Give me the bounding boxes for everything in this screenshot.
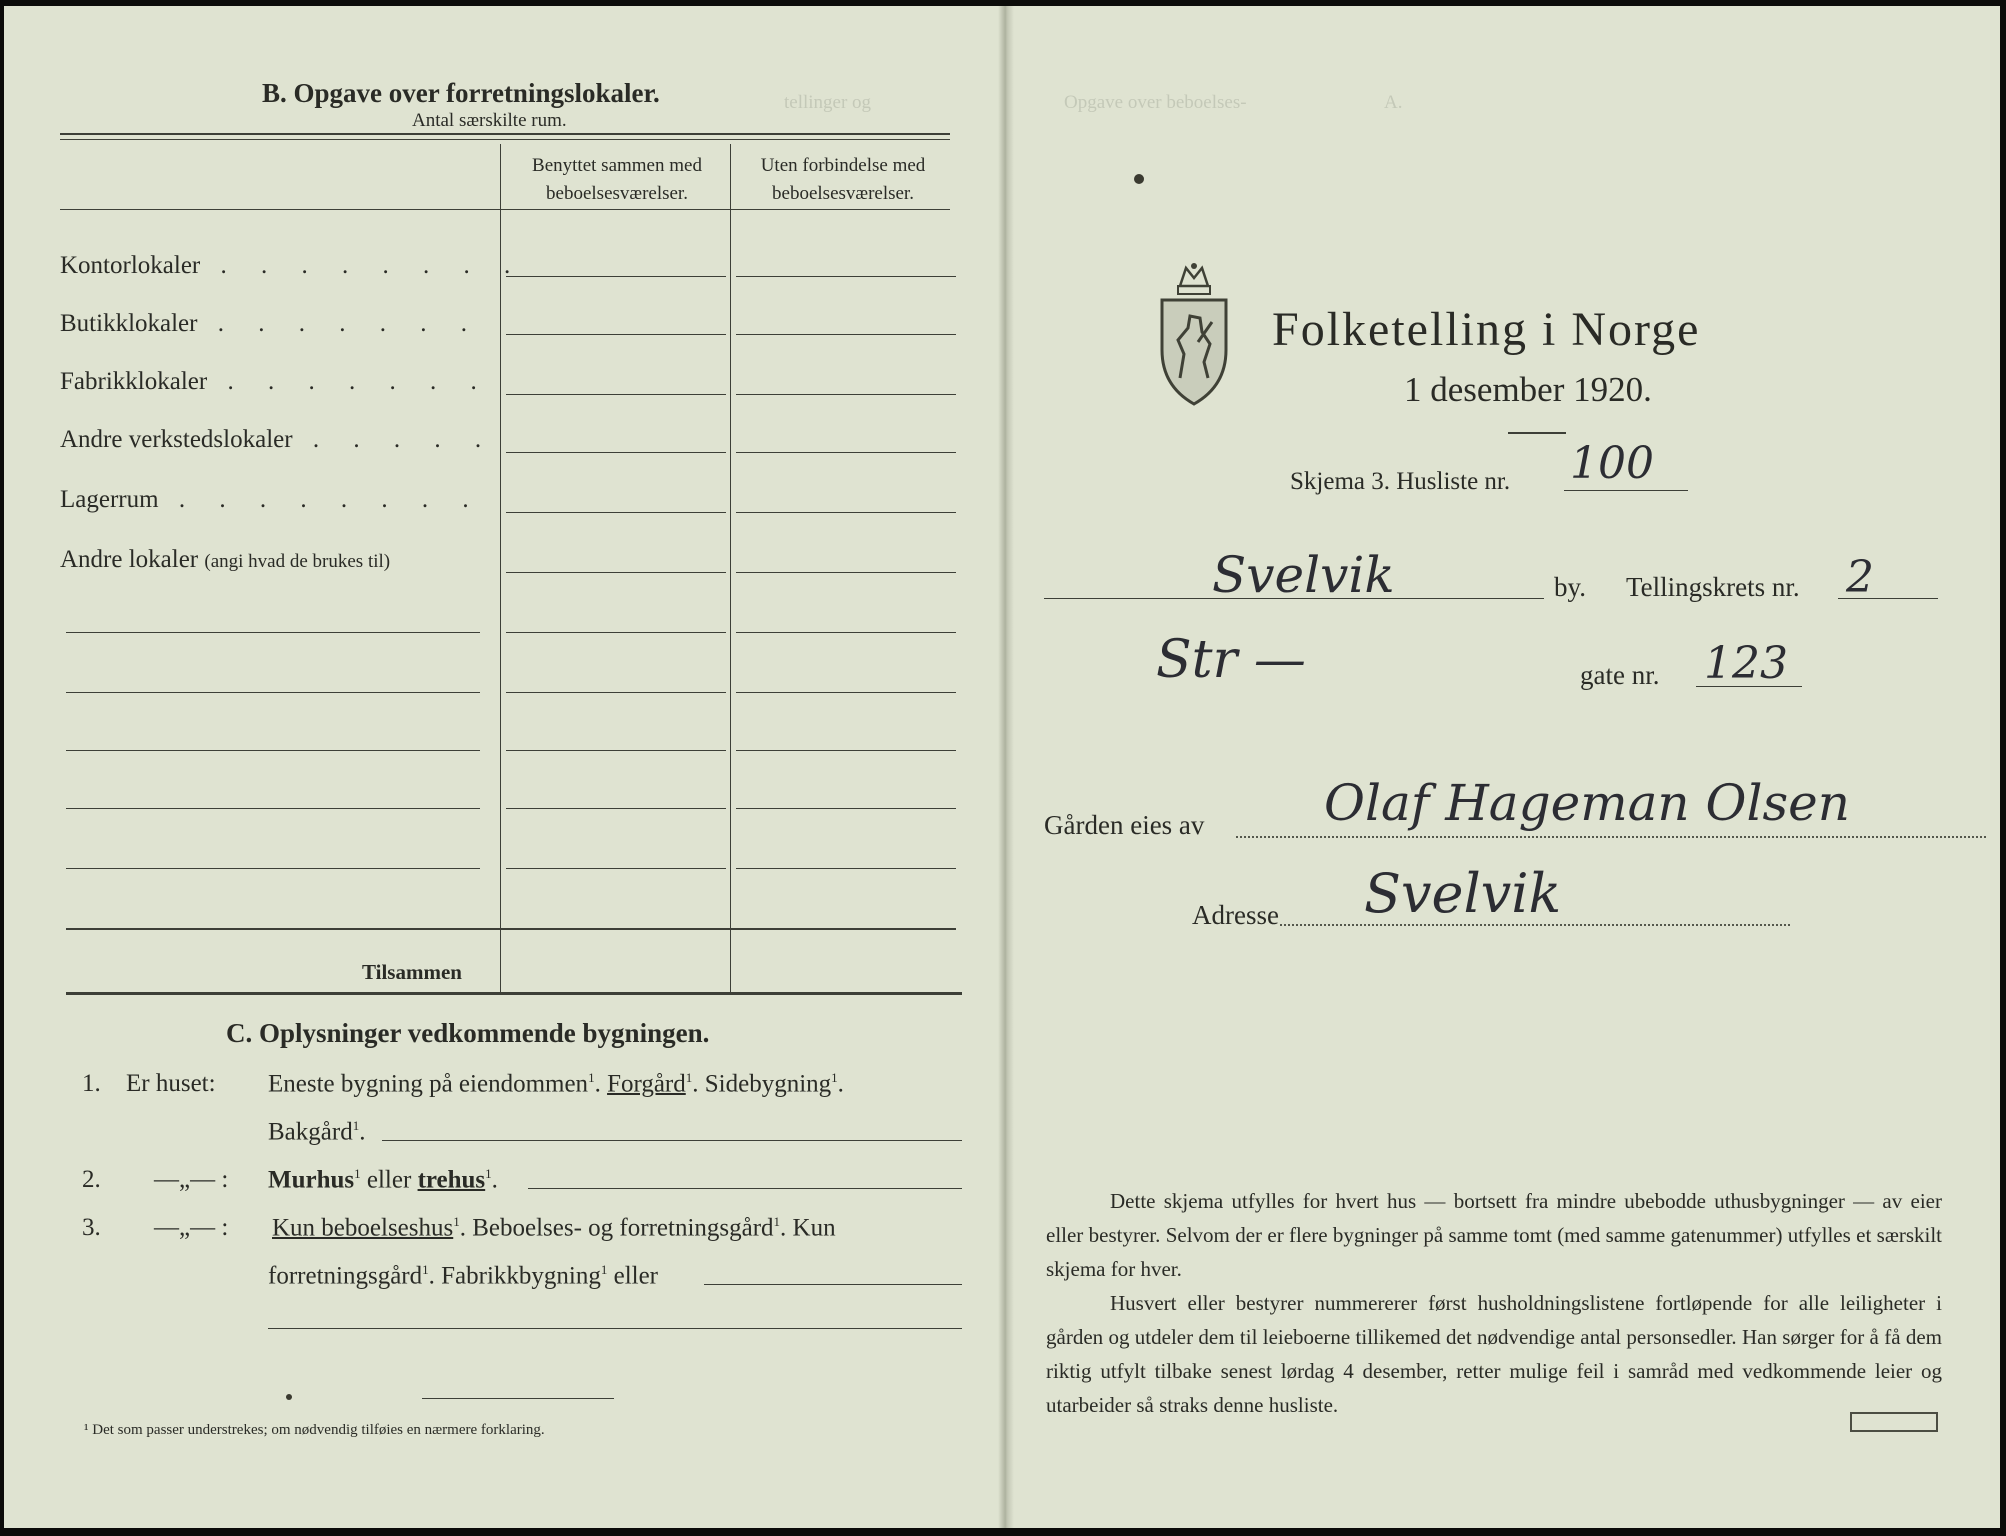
- row-line: [506, 632, 726, 633]
- blank-line: [66, 868, 480, 869]
- row-line: [506, 572, 726, 573]
- answer-line: [268, 1328, 962, 1329]
- row-label-verksted: Andre verkstedslokaler . . . . .: [60, 426, 496, 453]
- answer-line: [528, 1188, 962, 1189]
- census-date: 1 desember 1920.: [1404, 370, 1652, 409]
- coat-of-arms-emblem: [1154, 258, 1234, 406]
- item-2-number: 2.: [82, 1166, 101, 1193]
- row-line: [506, 750, 726, 751]
- street-number: 123: [1704, 638, 1788, 689]
- address-value: Svelvik: [1364, 862, 1562, 925]
- answer-line: [704, 1284, 962, 1285]
- col-header-shared: Benyttet sammen med beboelsesværelser.: [532, 155, 702, 204]
- item-3-ditto: —„— :: [154, 1214, 229, 1241]
- item-2-options: Murhus$^1$ eller trehus$^1$.: [268, 1166, 498, 1194]
- district-label: Tellingskrets nr.: [1626, 572, 1800, 602]
- row-line: [736, 632, 956, 633]
- blank-line: [66, 632, 480, 633]
- printer-stamp: [1850, 1412, 1938, 1432]
- row-label-fabrikk: Fabrikklokaler . . . . . . .: [60, 368, 491, 395]
- rule: [1508, 432, 1566, 434]
- blank-line: [66, 692, 480, 693]
- row-line: [506, 692, 726, 693]
- bleed-through-text: Opgave over beboelses-: [1064, 92, 1247, 113]
- ink-speck: [1134, 174, 1144, 184]
- row-line: [736, 512, 956, 513]
- row-line: [736, 868, 956, 869]
- column-divider: [730, 144, 731, 994]
- row-line: [736, 808, 956, 809]
- census-form-scan: [4, 6, 2000, 1528]
- row-label-andre: Andre lokaler (angi hvad de brukes til): [60, 546, 391, 573]
- section-b-title: B. Opgave over forretningslokaler.: [262, 78, 660, 108]
- answer-line: [1044, 598, 1544, 599]
- row-label-kontor: Kontorlokaler . . . . . . . .: [60, 252, 525, 279]
- rule: [60, 139, 950, 140]
- house-list-number: 100: [1570, 438, 1654, 489]
- ink-speck: [286, 1394, 292, 1400]
- row-line: [736, 276, 956, 277]
- row-label-butikk: Butikklokaler . . . . . . .: [60, 310, 481, 337]
- item-1-question: Er huset:: [126, 1070, 216, 1097]
- owner-name: Olaf Hageman Olsen: [1324, 774, 1850, 832]
- item-2-ditto: —„— :: [154, 1166, 229, 1193]
- form-title: Folketelling i Norge: [1272, 303, 1701, 356]
- row-line: [506, 276, 726, 277]
- town-name: Svelvik: [1212, 546, 1395, 604]
- answer-line: [1564, 490, 1688, 491]
- street-name: Str —: [1156, 630, 1306, 690]
- row-line: [506, 334, 726, 335]
- item-3-options-cont: forretningsgård$^1$. Fabrikkbygning$^1$ eller: [268, 1262, 659, 1290]
- row-line: [506, 512, 726, 513]
- rule: [60, 133, 950, 135]
- row-line: [506, 452, 726, 453]
- instructions: Dette skjema utfylles for hvert hus — bortsett fra mindre ubebodde uthusbygninger — av eier eller bestyrer. Selvom der er flere bygninger på samme tomt (med samme gatenummer) utfylles et særskilt skjema for hver. Husvert eller bestyrer nummererer først husholdningslistene fortløpende for alle leiligheter i gården og utdeler dem til leieboerne tillikemed det nødvendige antal personsedler. Han sørger for å få dem riktig utfylt tilbake senest lørdag 4 desember, retter mulige feil i samråd med vedkommende leier og utarbeider så straks denne husliste.: [1046, 1189, 1942, 1417]
- blank-line: [66, 808, 480, 809]
- row-line: [736, 452, 956, 453]
- section-b-subtitle: Antal særskilte rum.: [412, 110, 567, 131]
- total-label: Tilsammen: [362, 960, 462, 984]
- row-line: [506, 808, 726, 809]
- item-3-options: Kun beboelseshus$^1$. Beboelses- og forretningsgård$^1$. Kun: [272, 1214, 836, 1242]
- row-line: [736, 394, 956, 395]
- page-fold: [998, 6, 1014, 1528]
- bleed-through-text: A.: [1384, 92, 1403, 113]
- item-1-options: Eneste bygning på eiendommen$^1$. Forgård$^1$. Sidebygning$^1$.: [268, 1070, 844, 1098]
- item-1-number: 1.: [82, 1070, 101, 1097]
- street-label: gate nr.: [1580, 660, 1660, 690]
- footnote: ¹ Det som passer understrekes; om nødvendig tilføies en nærmere forklaring.: [84, 1422, 545, 1438]
- col-header-separate: Uten forbindelse med beboelsesværelser.: [760, 155, 926, 204]
- address-label: Adresse: [1192, 900, 1279, 930]
- bleed-through-text: tellinger og: [784, 92, 872, 113]
- row-line: [506, 394, 726, 395]
- row-line: [736, 750, 956, 751]
- row-line: [506, 868, 726, 869]
- answer-line: [382, 1140, 962, 1141]
- row-line: [736, 692, 956, 693]
- rule: [60, 209, 950, 210]
- rule: [66, 928, 956, 930]
- section-c-title: C. Oplysninger vedkommende bygningen.: [226, 1018, 710, 1048]
- row-label-lager: Lagerrum . . . . . . . .: [60, 486, 483, 513]
- item-1-option-4: Bakgård$^1$.: [268, 1118, 366, 1146]
- town-label: by.: [1554, 572, 1586, 602]
- item-3-number: 3.: [82, 1214, 101, 1241]
- rule: [66, 992, 962, 995]
- answer-line: [1236, 836, 1986, 838]
- owner-label: Gården eies av: [1044, 810, 1205, 840]
- row-line: [736, 334, 956, 335]
- row-line: [736, 572, 956, 573]
- footnote-separator: [422, 1398, 614, 1399]
- schema-label: Skjema 3. Husliste nr.: [1290, 468, 1511, 495]
- blank-line: [66, 750, 480, 751]
- district-number: 2: [1846, 552, 1874, 603]
